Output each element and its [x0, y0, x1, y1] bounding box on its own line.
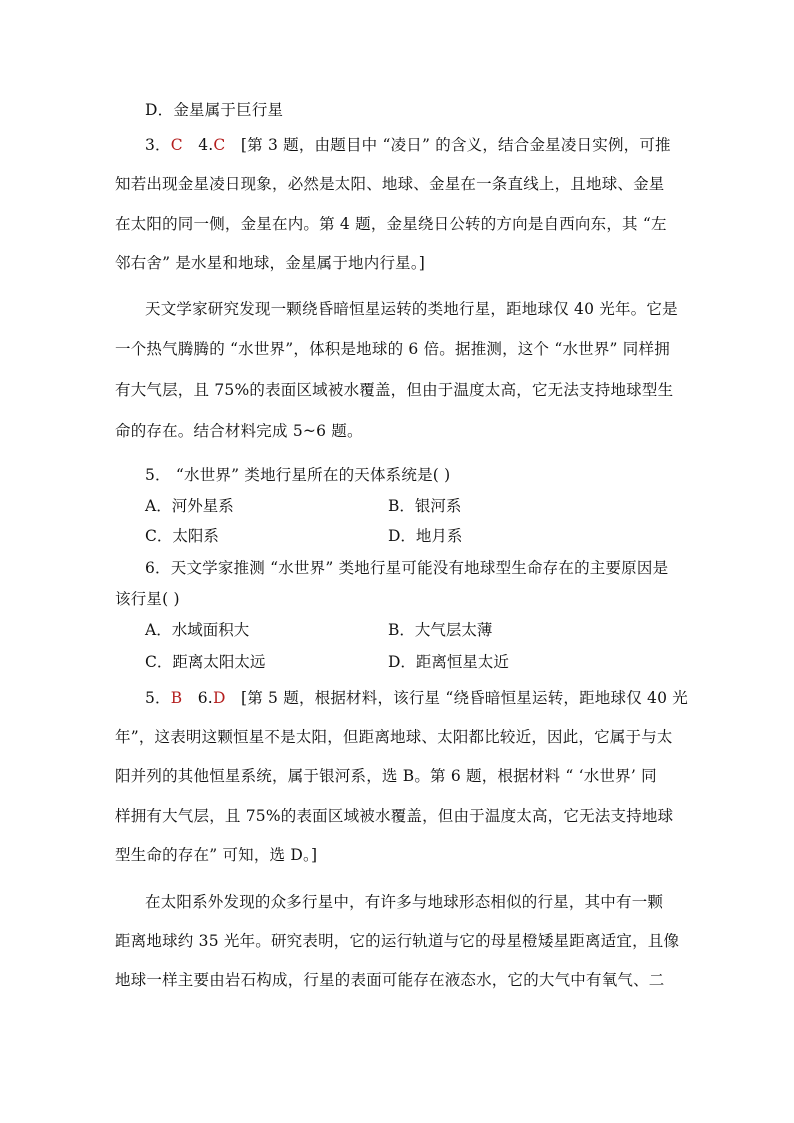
question-number-5: 5． — [145, 689, 171, 707]
material-paragraph-line: 天文学家研究发现一颗绕昏暗恒星运转的类地行星，距地球仅 40 光年。它是 — [145, 300, 678, 318]
q2-option-d: D．金星属于巨行星 — [145, 101, 284, 119]
question-5-option-c: C．太阳系 — [145, 527, 219, 545]
explanation-text: [第 3 题，由题目中 “凌日” 的含义，结合金星凌日实例，可推 — [240, 136, 671, 154]
question-6-stem: 6．天文学家推测 “水世界” 类地行星可能没有地球型生命存在的主要原因是 — [145, 559, 669, 577]
answer-5: B — [170, 689, 183, 707]
explanation-line: 型生命的存在” 可知，选 D。] — [115, 846, 318, 864]
explanation-line: 邻右舍” 是水星和地球，金星属于地内行星。] — [115, 254, 426, 272]
question-5-stem: 5． “水世界” 类地行星所在的天体系统是( ) — [145, 466, 451, 484]
question-number-6: 6. — [197, 689, 213, 707]
answer-4: C — [213, 136, 226, 154]
explanation-line: 年”，这表明这颗恒星不是太阳，但距离地球、太阳都比较近，因此，它属于与太 — [115, 728, 673, 746]
answer-5-6-line-1 — [145, 686, 688, 708]
question-number-3: 3． — [145, 136, 171, 154]
material-paragraph-line: 在太阳系外发现的众多行星中，有许多与地球形态相似的行星，其中有一颗 — [145, 893, 664, 911]
answer-3-4-line-1 — [145, 133, 671, 155]
explanation-line: 阳并列的其他恒星系统，属于银河系，选 B。第 6 题，根据材料 “ ‘水世界’ 同 — [115, 767, 657, 785]
question-6-option-a: A．水域面积大 — [145, 621, 250, 639]
material-paragraph-line: 地球一样主要由岩石构成，行星的表面可能存在液态水，它的大气中有氧气、二 — [115, 971, 665, 989]
question-6-option-d: D．距离恒星太近 — [388, 653, 509, 671]
material-paragraph-line: 有大气层，且 75%的表面区域被水覆盖，但由于温度太高，它无法支持地球型生 — [115, 381, 674, 399]
question-5-option-b: B．银河系 — [388, 497, 462, 515]
explanation-text: [第 5 题，根据材料，该行星 “绕昏暗恒星运转，距地球仅 40 光 — [240, 689, 688, 707]
answer-3: C — [170, 136, 183, 154]
question-6-option-b: B．大气层太薄 — [388, 621, 493, 639]
question-number-4: 4. — [198, 136, 214, 154]
explanation-line: 在太阳的同一侧，金星在内。第 4 题，金星绕日公转的方向是自西向东，其 “左 — [115, 215, 667, 233]
material-paragraph-line: 命的存在。结合材料完成 5~6 题。 — [115, 422, 363, 440]
answer-6: D — [212, 689, 226, 707]
material-paragraph-line: 一个热气腾腾的 “水世界”，体积是地球的 6 倍。据推测，这个 “水世界” 同样拥 — [115, 340, 670, 358]
question-5-option-d: D．地月系 — [388, 527, 463, 545]
question-5-option-a: A．河外星系 — [145, 497, 234, 515]
explanation-line: 知若出现金星凌日现象，必然是太阳、地球、金星在一条直线上，且地球、金星 — [115, 175, 665, 193]
question-6-option-c: C．距离太阳太远 — [145, 653, 266, 671]
material-paragraph-line: 距离地球约 35 光年。研究表明，它的运行轨道与它的母星橙矮星距离适宜，且像 — [115, 932, 680, 950]
question-6-stem-continued: 该行星( ) — [115, 590, 180, 608]
explanation-line: 样拥有大气层，且 75%的表面区域被水覆盖，但由于温度太高，它无法支持地球 — [115, 807, 674, 825]
